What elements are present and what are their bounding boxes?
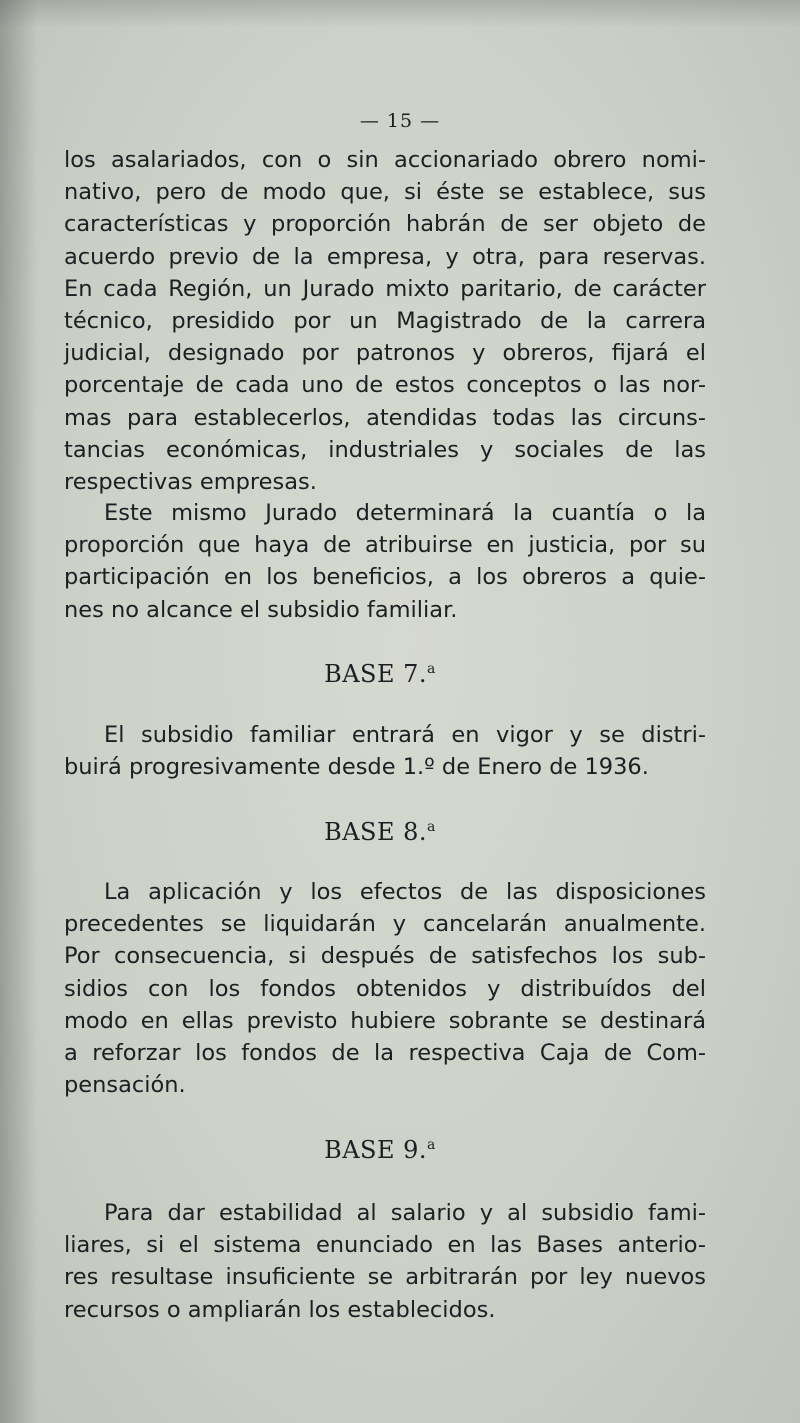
paragraph-2 — [64, 497, 706, 626]
text-line: La aplicación y los efectos de las disposiciones — [104, 879, 706, 905]
text-line: tancias económicas, industriales y sociales de las — [64, 436, 706, 463]
text-line: Por consecuencia, si después de satisfechos los sub- — [64, 943, 706, 970]
text-line: modo en ellas previsto hubiere sobrante se destinará — [64, 1007, 706, 1034]
text-line: nes no alcance el subsidio familiar. — [64, 596, 458, 623]
text-line: El subsidio familiar entrará en vigor y se distri- — [104, 722, 706, 748]
top-shadow — [0, 0, 800, 28]
text-line: respectivas empresas. — [64, 468, 317, 495]
text-line: judicial, designado por patronos y obreros, fijará el — [64, 340, 706, 367]
text-line: los asalariados, con o sin accionariado obrero nomi- — [64, 147, 706, 173]
text-line: pensación. — [64, 1072, 186, 1099]
text-line: a reforzar los fondos de la respectiva Caja de Com- — [64, 1039, 706, 1066]
text-line: porcentaje de cada uno de estos conceptos o las nor- — [64, 372, 706, 399]
text-line: liares, si el sistema enunciado en las Bases anterio- — [64, 1232, 706, 1259]
text-line: nativo, pero de modo que, si éste se establece, sus — [64, 179, 706, 206]
text-line: acuerdo previo de la empresa, y otra, para reservas. — [64, 243, 706, 270]
text-line: proporción que haya de atribuirse en justicia, por su — [64, 532, 706, 559]
text-line: participación en los beneficios, a los obreros a quie- — [64, 564, 706, 591]
page-number: — 15 — — [359, 110, 441, 132]
text-line: Para dar estabilidad al salario y al subsidio fami- — [104, 1200, 706, 1226]
base-7-text — [64, 719, 706, 783]
paragraph-1 — [64, 144, 706, 498]
text-line: características y proporción habrán de ser objeto de — [64, 211, 706, 238]
base-8-text — [64, 876, 706, 1101]
text-line: mas para establecerlos, atendidas todas las circuns- — [64, 404, 706, 431]
text-line: Este mismo Jurado determinará la cuantía o la — [104, 500, 706, 526]
base-9-text — [64, 1197, 706, 1326]
text-line: precedentes se liquidarán y cancelarán anualmente. — [64, 911, 706, 938]
text-line: res resultase insuficiente se arbitrarán por ley nuevos — [64, 1264, 706, 1291]
text-line: buirá progresivamente desde 1.º de Enero de 1936. — [64, 754, 649, 781]
text-line: técnico, presidido por un Magistrado de la carrera — [64, 307, 706, 334]
base-7-heading: BASE 7.$^a$ — [324, 660, 436, 688]
binding-shadow — [0, 0, 38, 1423]
text-line: recursos o ampliarán los establecidos. — [64, 1296, 496, 1323]
base-8-heading: BASE 8.$^a$ — [324, 818, 436, 846]
text-line: En cada Región, un Jurado mixto paritario, de carácter — [64, 275, 706, 302]
text-line: sidios con los fondos obtenidos y distribuídos del — [64, 975, 706, 1002]
base-9-heading: BASE 9.$^a$ — [324, 1136, 436, 1164]
